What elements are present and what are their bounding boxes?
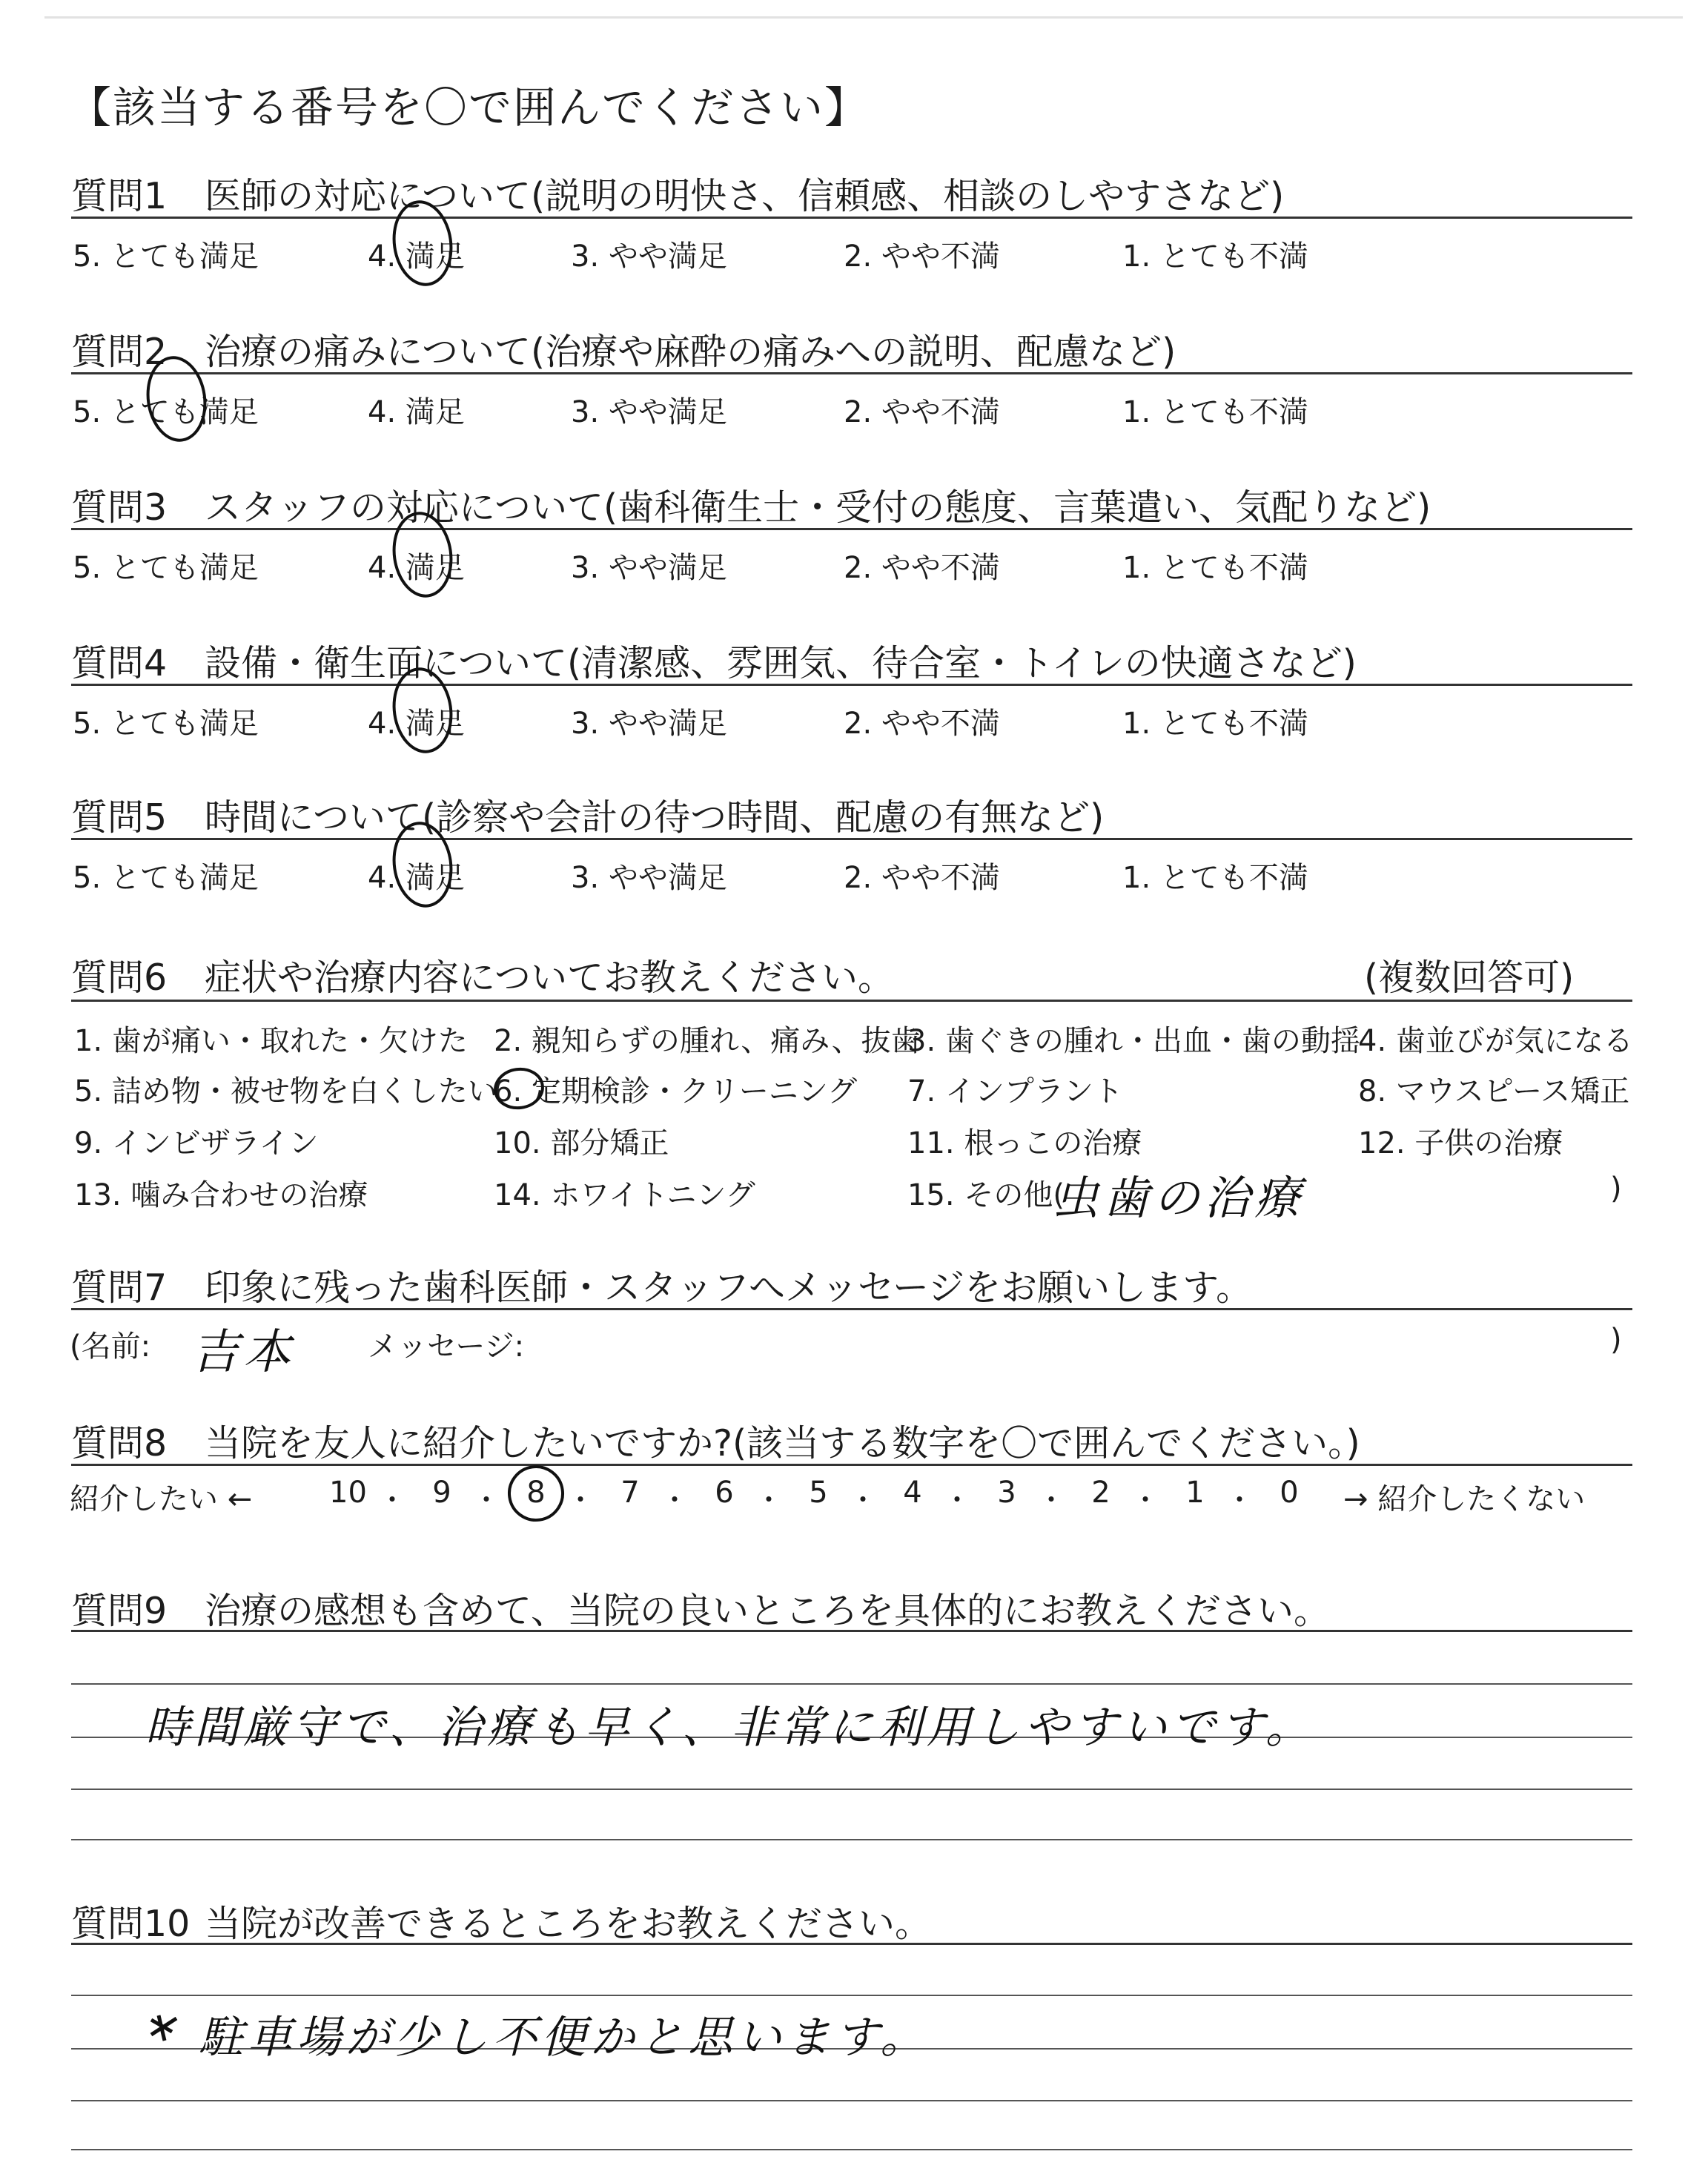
q10-answer[interactable]: 駐車場が少し不便かと思います。 [199, 2012, 930, 2064]
q9-answer-line-1 [71, 1683, 1632, 1685]
q8-number-6[interactable]: 6 [715, 1476, 734, 1510]
q8-number-10[interactable]: 10 [329, 1476, 367, 1510]
q10-text: 当院が改善できるところをお教えください。 [205, 1903, 932, 1945]
q8-number-2[interactable]: 2 [1091, 1476, 1110, 1510]
q3-option-2[interactable]: 2. やや不満 [844, 551, 1000, 585]
q2-text: 治療の痛みについて(治療や麻酔の痛みへの説明、配慮など) [205, 331, 1176, 373]
q9-rule [71, 1630, 1632, 1632]
q9-answer-line-3 [71, 1789, 1632, 1790]
q7-rule [71, 1308, 1632, 1310]
q6-text: 症状や治療内容についてお教えください。 [205, 957, 895, 999]
q4-option-2[interactable]: 2. やや不満 [844, 707, 1000, 741]
q1-label: 質問1 [71, 175, 168, 217]
q8-number-3[interactable]: 3 [997, 1476, 1016, 1510]
q2-rule [71, 372, 1632, 374]
q8-separator-dot: ・ [566, 1484, 595, 1516]
q8-separator-dot: ・ [849, 1484, 878, 1516]
q1-option-2[interactable]: 2. やや不満 [844, 240, 1000, 274]
q9-answer[interactable]: 時間厳守で、治療も早く、非常に利用しやすいです。 [145, 1702, 1314, 1754]
q6-option-9[interactable]: 9. インビザライン [74, 1126, 319, 1160]
q6-option-4[interactable]: 4. 歯並びが気になる [1358, 1024, 1633, 1058]
q4-option-5[interactable]: 5. とても満足 [73, 707, 259, 741]
q8-number-8[interactable]: 8 [526, 1476, 546, 1510]
q3-option-3[interactable]: 3. やや満足 [571, 551, 727, 585]
q8-separator-dot: ・ [661, 1484, 689, 1516]
q6-rule [71, 1000, 1632, 1002]
q1-option-4[interactable]: 4. 満足 [368, 240, 465, 274]
q6-option-3[interactable]: 3. 歯ぐきの腫れ・出血・歯の動揺 [907, 1024, 1360, 1058]
q5-rule [71, 838, 1632, 840]
q3-option-1[interactable]: 1. とても不満 [1122, 551, 1308, 585]
q5-option-5[interactable]: 5. とても満足 [73, 861, 259, 895]
q6-close-paren: ) [1610, 1172, 1622, 1206]
q6-option-7[interactable]: 7. インプラント [907, 1074, 1123, 1109]
q10-label: 質問10 [71, 1903, 191, 1945]
q5-option-2[interactable]: 2. やや不満 [844, 861, 1000, 895]
q8-right-label: → 紹介したくない [1343, 1482, 1586, 1516]
q6-option-1[interactable]: 1. 歯が痛い・取れた・欠けた [74, 1024, 468, 1058]
q8-separator-dot: ・ [943, 1484, 972, 1516]
q3-rule [71, 528, 1632, 530]
q2-option-2[interactable]: 2. やや不満 [844, 395, 1000, 429]
q6-option-10[interactable]: 10. 部分矯正 [494, 1126, 669, 1160]
q8-separator-dot: ・ [1225, 1484, 1254, 1516]
q3-option-5[interactable]: 5. とても満足 [73, 551, 259, 585]
q2-option-3[interactable]: 3. やや満足 [571, 395, 727, 429]
q7-message-label: メッセージ: [368, 1330, 525, 1364]
q10-scribble-mark [151, 2015, 176, 2041]
q8-rule [71, 1464, 1632, 1466]
q10-answer-line-3 [71, 2100, 1632, 2101]
q8-left-label: 紹介したい ← [70, 1482, 253, 1516]
q6-label: 質問6 [71, 957, 168, 999]
q7-name-value[interactable]: 吉本 [191, 1325, 295, 1380]
q5-option-3[interactable]: 3. やや満足 [571, 861, 727, 895]
q5-option-1[interactable]: 1. とても不満 [1122, 861, 1308, 895]
q6-option-13[interactable]: 13. 噛み合わせの治療 [74, 1178, 368, 1212]
q9-label: 質問9 [71, 1590, 168, 1632]
q1-option-5[interactable]: 5. とても満足 [73, 240, 259, 274]
q1-option-1[interactable]: 1. とても不満 [1122, 240, 1308, 274]
q2-label: 質問2 [71, 331, 168, 373]
q6-option-14[interactable]: 14. ホワイトニング [494, 1178, 755, 1212]
q4-rule [71, 684, 1632, 686]
page-header: 【該当する番号を〇で囲んでください】 [68, 82, 870, 133]
q8-number-0[interactable]: 0 [1280, 1476, 1299, 1510]
q6-option-15[interactable]: 15. その他( [907, 1178, 1065, 1212]
q6-option-5[interactable]: 5. 詰め物・被せ物を白くしたい [74, 1074, 497, 1109]
q8-number-9[interactable]: 9 [432, 1476, 451, 1510]
q10-answer-line-1 [71, 1995, 1632, 1996]
q2-option-4[interactable]: 4. 満足 [368, 395, 465, 429]
q8-separator-dot: ・ [472, 1484, 501, 1516]
q5-option-4[interactable]: 4. 満足 [368, 861, 465, 895]
q8-number-5[interactable]: 5 [809, 1476, 828, 1510]
q2-option-1[interactable]: 1. とても不満 [1122, 395, 1308, 429]
q3-text: スタッフの対応について(歯科衛生士・受付の態度、言葉遣い、気配りなど) [205, 486, 1431, 529]
q9-text: 治療の感想も含めて、当院の良いところを具体的にお教えください。 [205, 1590, 1331, 1632]
q5-text: 時間について(診察や会計の待つ時間、配慮の有無など) [205, 796, 1105, 839]
q1-option-3[interactable]: 3. やや満足 [571, 240, 727, 274]
q8-number-1[interactable]: 1 [1185, 1476, 1205, 1510]
q8-text: 当院を友人に紹介したいですか?(該当する数字を〇で囲んでください。) [205, 1422, 1360, 1464]
q8-number-7[interactable]: 7 [620, 1476, 640, 1510]
q6-option-2[interactable]: 2. 親知らずの腫れ、痛み、抜歯 [494, 1024, 921, 1058]
q9-answer-line-4 [71, 1839, 1632, 1840]
q10-answer-line-4 [71, 2149, 1632, 2150]
q1-text: 医師の対応について(説明の明快さ、信頼感、相談のしやすさなど) [205, 175, 1285, 217]
q4-option-4[interactable]: 4. 満足 [368, 707, 465, 741]
q7-close-paren: ) [1610, 1323, 1622, 1357]
q6-other-answer[interactable]: 虫歯の治療 [1053, 1171, 1305, 1225]
q4-text: 設備・衛生面について(清潔感、雰囲気、待合室・トイレの快適さなど) [205, 642, 1357, 684]
q4-label: 質問4 [71, 642, 168, 684]
q8-separator-dot: ・ [378, 1484, 407, 1516]
q3-label: 質問3 [71, 486, 168, 529]
q7-label: 質問7 [71, 1266, 168, 1309]
q7-name-label: (名前: [70, 1330, 151, 1364]
q4-option-3[interactable]: 3. やや満足 [571, 707, 727, 741]
q8-separator-dot: ・ [1037, 1484, 1066, 1516]
q6-option-6[interactable]: 6. 定期検診・クリーニング [494, 1074, 858, 1109]
q6-option-12[interactable]: 12. 子供の治療 [1358, 1126, 1563, 1160]
q8-label: 質問8 [71, 1422, 168, 1464]
q6-note: (複数回答可) [1364, 957, 1575, 999]
q8-number-4[interactable]: 4 [903, 1476, 922, 1510]
q7-text: 印象に残った歯科医師・スタッフへメッセージをお願いします。 [205, 1266, 1253, 1309]
q8-separator-dot: ・ [1131, 1484, 1160, 1516]
q5-label: 質問5 [71, 796, 168, 839]
q2-option-5[interactable]: 5. とても満足 [73, 395, 259, 429]
q6-option-11[interactable]: 11. 根っこの治療 [907, 1126, 1142, 1160]
q10-rule [71, 1943, 1632, 1945]
q4-option-1[interactable]: 1. とても不満 [1122, 707, 1308, 741]
q6-option-8[interactable]: 8. マウスピース矯正 [1358, 1074, 1630, 1109]
q1-rule [71, 217, 1632, 219]
q3-option-4[interactable]: 4. 満足 [368, 551, 465, 585]
scan-edge-line [44, 16, 1683, 19]
q8-separator-dot: ・ [755, 1484, 784, 1516]
